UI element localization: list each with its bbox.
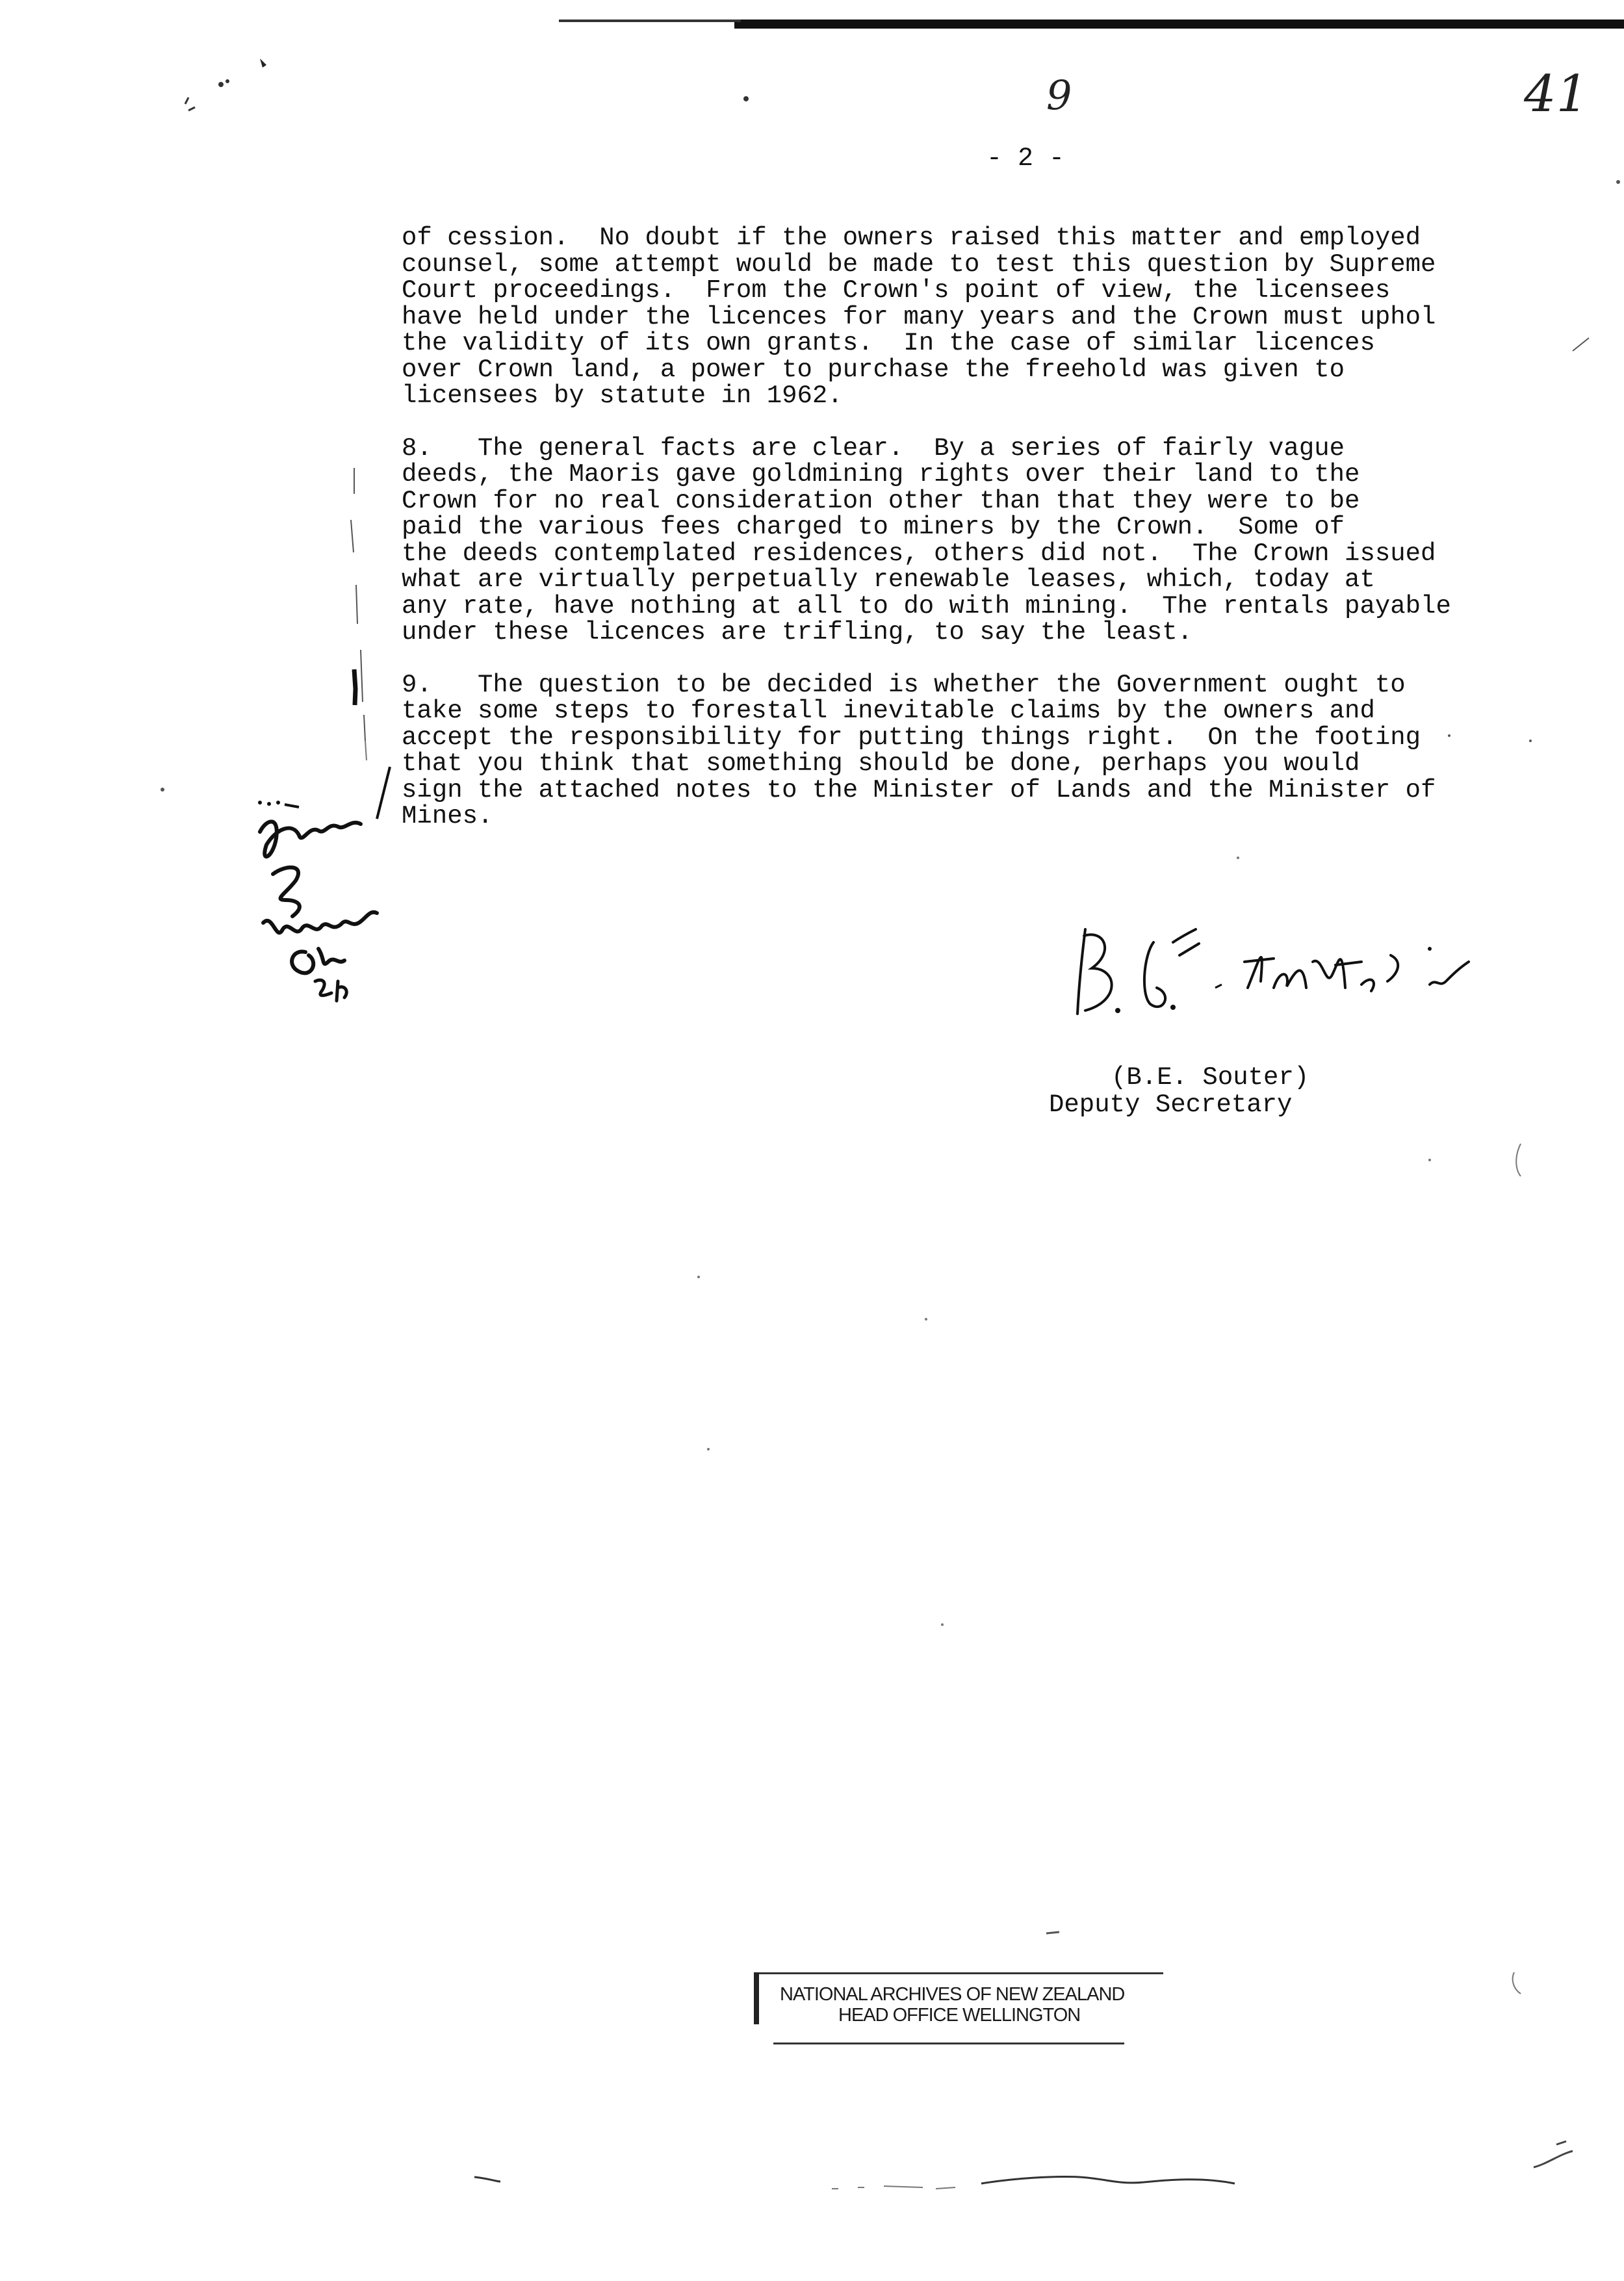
top-border-rule [734,19,1624,29]
text-line: Crown for no real consideration other than that they were to be [402,486,1360,515]
text-line: 8. The general facts are clear. By a series of fairly vague [402,433,1345,463]
text-line: licensees by statute in 1962. [402,381,843,410]
paragraph-8 [402,435,1610,646]
signer-title: Deputy Secretary [1049,1090,1293,1119]
text-line: 9. The question to be decided is whether the Government ought to [402,670,1406,699]
text-line: paid the various fees charged to miners by the Crown. Some of [402,513,1345,541]
stamp-frame [754,1972,759,2024]
text-line: under these licences are trifling, to say the least. [402,618,1192,647]
text-line: over Crown land, a power to purchase the freehold was given to [402,355,1345,384]
text-line: the validity of its own grants. In the case of similar licences [402,329,1375,357]
stamp-line-1: NATIONAL ARCHIVES OF NEW ZEALAND [780,1984,1125,2005]
stamp-underline [773,2043,1124,2044]
text-line: that you think that something should be done, perhaps you would [402,749,1360,778]
letter-body [402,225,1610,856]
paragraph-continuation [402,225,1610,409]
text-line: take some steps to forestall inevitable claims by the owners and [402,697,1375,725]
paragraph-9 [402,672,1610,830]
text-line: of cession. No doubt if the owners raised this matter and employed [402,224,1421,252]
text-line: Mines. [402,802,493,831]
page-number: - 2 - [986,144,1065,174]
text-line: deeds, the Maoris gave goldmining rights over their land to the [402,460,1360,489]
signer-name: (B.E. Souter) [1111,1063,1309,1092]
signature [1066,916,1508,1027]
text-line: accept the responsibility for putting things right. On the footing [402,723,1421,752]
stamp-line-2: HEAD OFFICE WELLINGTON [838,2005,1081,2026]
text-line: the deeds contemplated residences, others did not. The Crown issued [402,539,1436,568]
text-line: have held under the licences for many years and the Crown must uphol [402,302,1436,331]
text-line: what are virtually perpetually renewable leases, which, today at [402,565,1375,594]
stamp-top-line [754,1972,1163,1974]
text-line: any rate, have nothing at all to do with mining. The rentals payable [402,591,1451,621]
handwritten-folio-number: 41 [1524,65,1589,123]
top-border-rule-thin [559,19,741,22]
text-line: sign the attached notes to the Minister of Lands and the Minister of [402,775,1436,805]
text-line: Court proceedings. From the Crown's point of view, the licensees [402,276,1391,305]
margin-handwritten-notes [247,754,396,1014]
handwritten-folio-mark: 9 [1046,71,1072,119]
text-line: counsel, some attempt would be made to test this question by Supreme [402,250,1436,279]
archives-stamp [754,1972,1170,2050]
